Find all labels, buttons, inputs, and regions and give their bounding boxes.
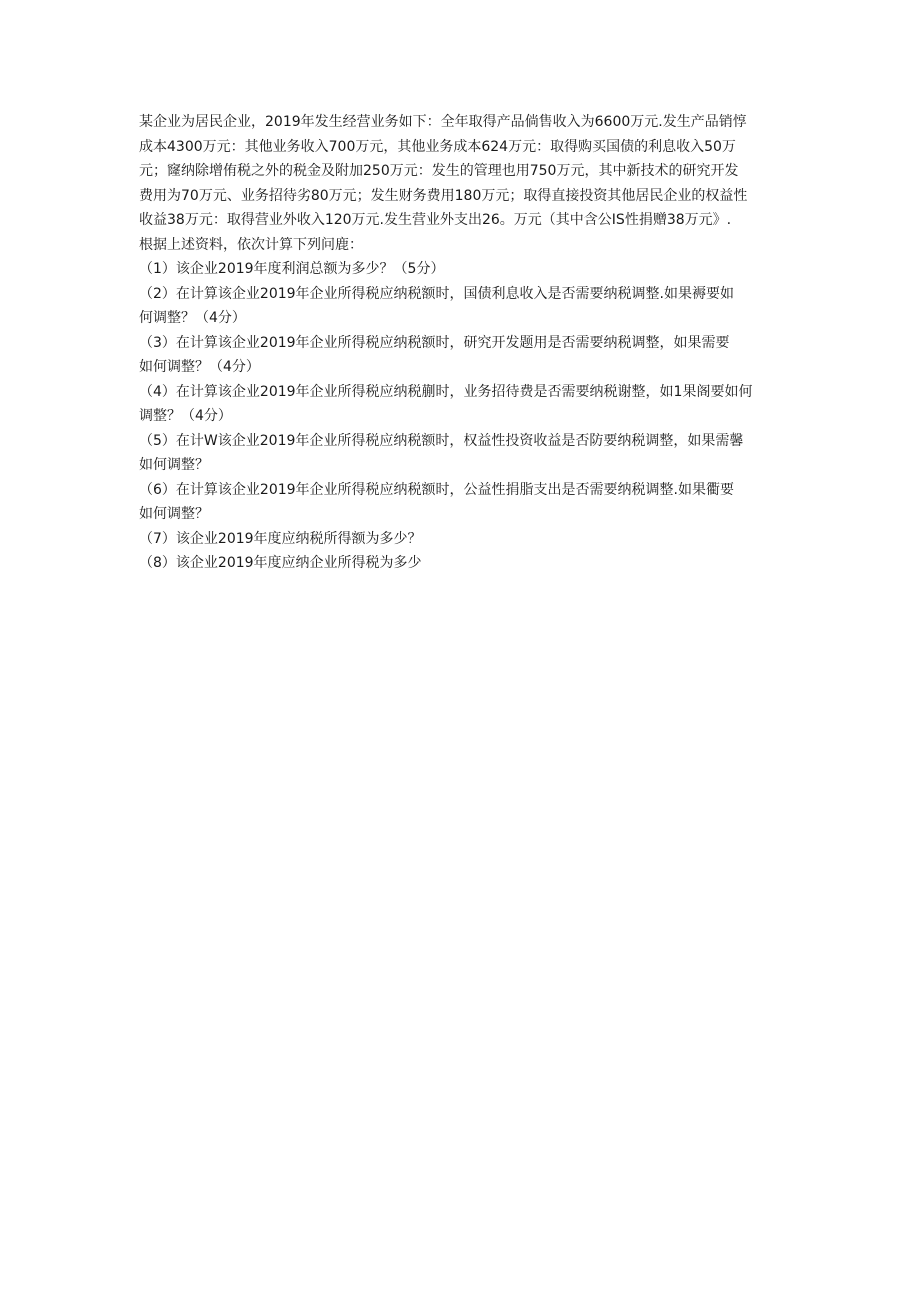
question-4: （4）在计算该企业2019年企业所得税应纳税蒯时，业务招待费是否需要纳税谢整，如1果阁要如何 (139, 383, 753, 400)
paragraph-line: 元；窿纳除增侑税之外的税金及附加250万元：发生的管理也用750万元，其中新技术的研究开发 (139, 163, 739, 179)
paragraph-line: 费用为70万元、业务招待劣80万元；发生财务费用180万元；取得直接投资其他居民企业的权益性 (139, 187, 748, 204)
question-6-cont: 如何调整？ (139, 506, 209, 522)
paragraph-line: 收益38万元：取得营业外收入120万元.发生营业外支出26。万元（其中含公IS性捐赠38万元》. (139, 212, 732, 228)
document-body (139, 110, 784, 576)
question-7: （7）该企业2019年度应纳税所得额为多少？ (139, 530, 422, 547)
question-1: （1）该企业2019年度利润总额为多少？（5分） (139, 261, 445, 277)
question-3-cont: 如何调整？（4分） (139, 359, 260, 375)
instruction-line: 根据上述资料，依次计算下列问鹿： (139, 236, 363, 253)
question-4-cont: 调整？（4分） (139, 408, 232, 424)
question-5-cont: 如何调整？ (139, 457, 209, 473)
question-6: （6）在计算该企业2019年企业所得税应纳税额时，公益性捐脂支出是否需要纳税调整.如果衢要 (139, 481, 734, 498)
question-2-cont: 何调整？（4分） (139, 310, 246, 326)
question-8: （8）该企业2019年度应纳企业所得税为多少 (139, 555, 422, 571)
question-5: （5）在计W该企业2019年企业所得税应纳税额时，权益性投资收益是否防要纳税调整，如果需馨 (139, 432, 744, 449)
question-3: （3）在计算该企业2019年企业所得税应纳税额时，研究开发题用是否需要纳税调整，如果需要 (139, 334, 730, 351)
paragraph-line: 成本4300万元：其他业务收入700万元，其他业务成本624万元：取得购买国债的利息收入50万 (139, 138, 736, 155)
question-2: （2）在计算该企业2019年企业所得税应纳税额时，国债利息收入是否需要纳税调整.如果褥要如 (139, 285, 734, 302)
paragraph-line: 某企业为居民企业，2019年发生经营业务如下：全年取得产品倘售收入为6600万元.发生产品销惇 (139, 114, 747, 130)
